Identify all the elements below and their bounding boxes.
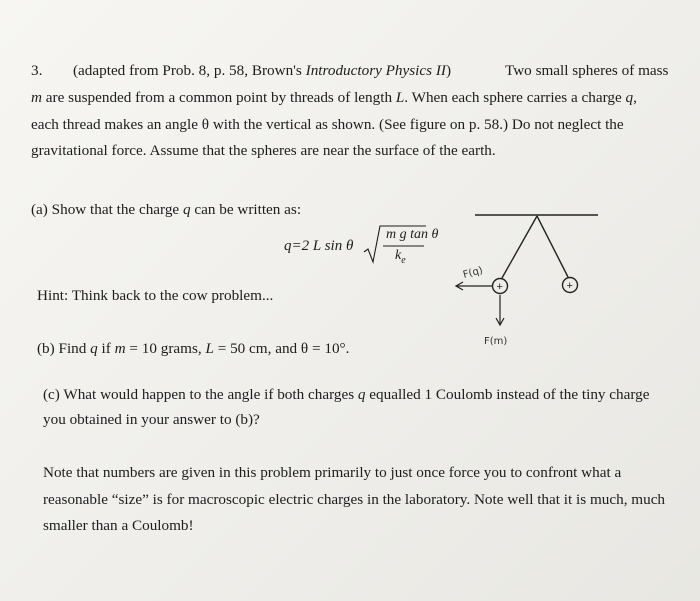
- problem-source: (adapted from Prob. 8, p. 58, Brown's Introductory Physics II): [73, 62, 452, 79]
- part-b-prompt: (b) Find q if m = 10 grams, L = 50 cm, and θ = 10°.: [37, 340, 350, 357]
- note-line-1: Note that numbers are given in this problem primarily to just once force you to confront what a: [43, 464, 622, 481]
- charge-formula: [282, 222, 439, 272]
- problem-line-3: each thread makes an angle θ with the vertical as shown. (See figure on p. 58.) Do not neglect the: [31, 116, 624, 133]
- gravity-force-label: F(m): [484, 336, 508, 347]
- right-thread: [537, 216, 568, 277]
- hint-text: Hint: Think back to the cow problem...: [37, 287, 274, 304]
- right-charge-sign: +: [566, 280, 573, 292]
- note-line-2: reasonable “size” is for macroscopic electric charges in the laboratory. Note well that it is much, much: [43, 491, 666, 508]
- part-c-line-1: (c) What would happen to the angle if both charges q equalled 1 Coulomb instead of the tiny charge: [43, 386, 650, 403]
- left-thread: [502, 216, 537, 278]
- problem-line-2: m are suspended from a common point by threads of length L. When each sphere carries a charge q,: [31, 89, 637, 106]
- problem-number: 3.: [31, 62, 43, 79]
- formula-denominator: $k_e$: [395, 248, 406, 266]
- hanging-spheres-figure: [420, 200, 610, 370]
- electric-force-label: F(q): [461, 265, 485, 281]
- note-line-3: smaller than a Coulomb!: [43, 517, 194, 534]
- left-charge-sign: +: [496, 281, 503, 293]
- formula-numerator: m g tan θ: [386, 227, 439, 242]
- formula-lhs: q=2 L sin θ: [284, 238, 354, 254]
- part-c-line-2: you obtained in your answer to (b)?: [43, 411, 260, 428]
- problem-intro: Two small spheres of mass: [505, 62, 669, 79]
- problem-line-4: gravitational force. Assume that the spheres are near the surface of the earth.: [31, 142, 496, 159]
- part-a-prompt: (a) Show that the charge q can be written as:: [31, 201, 302, 218]
